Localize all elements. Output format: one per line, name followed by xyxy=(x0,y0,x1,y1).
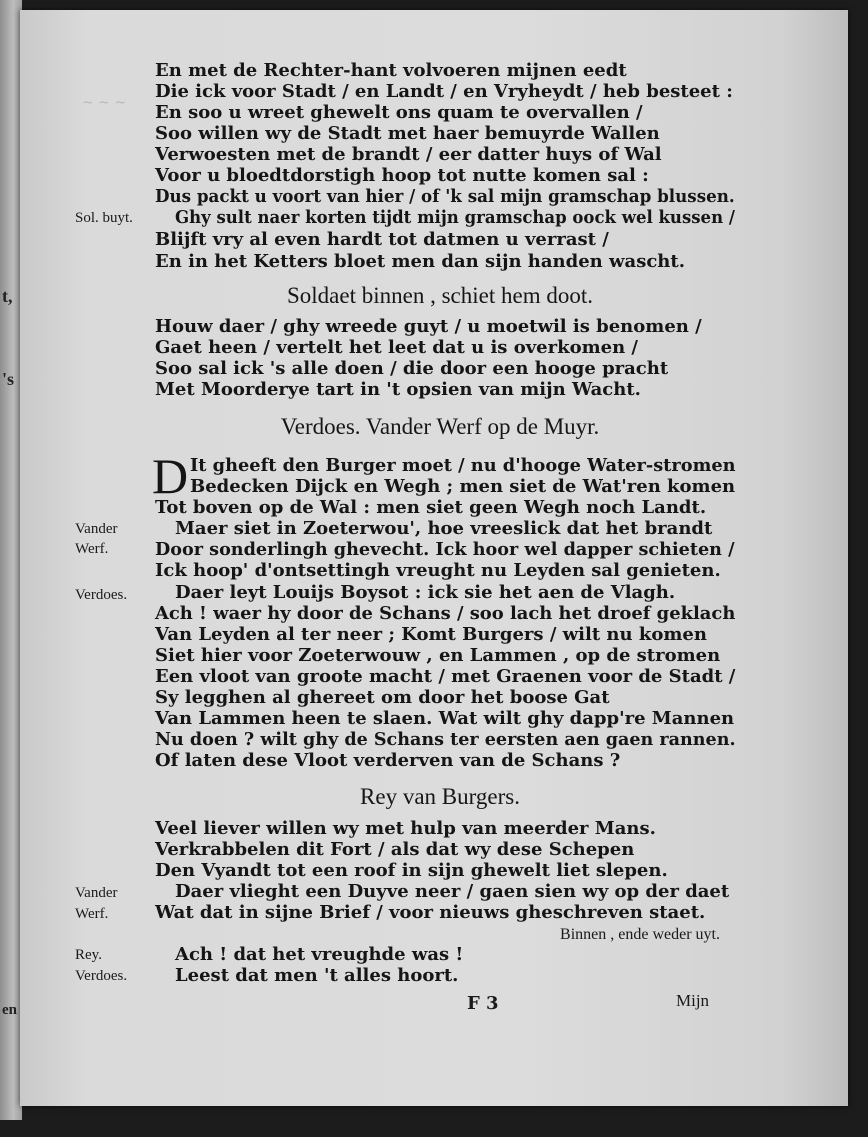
verse-line: Leest dat men 't alles hoort. xyxy=(175,965,459,986)
speaker-label: Rey. xyxy=(75,947,102,963)
verse-line: Daer vlieght een Duyve neer / gaen sien wy op der daet xyxy=(175,881,730,902)
verse-line: Die ick voor Stadt / en Landt / en Vryheydt / heb besteet : xyxy=(155,81,733,102)
prev-page-glyph: 's xyxy=(2,369,15,389)
verse-line: Siet hier voor Zoeterwouw , en Lammen , op de stromen xyxy=(155,645,721,666)
verse-line: Door sonderlingh ghevecht. Ick hoor wel dapper schieten / xyxy=(155,539,735,560)
verse-line: Een vloot van groote macht / met Graenen voor de Stadt / xyxy=(155,666,736,687)
speaker-label: Werf. xyxy=(75,541,109,557)
verse-line: Soo sal ick 's alle doen / die door een hooge pracht xyxy=(155,358,669,379)
verse-line: Ach ! waer hy door de Schans / soo lach het droef geklach xyxy=(155,603,736,624)
verse-line: En in het Ketters bloet men dan sijn handen wascht. xyxy=(155,251,685,272)
verse-line: Met Moorderye tart in 't opsien van mijn Wacht. xyxy=(155,379,641,400)
verse-line: Soo willen wy de Stadt met haer bemuyrde Wallen xyxy=(155,123,660,144)
speaker-label: Verdoes. xyxy=(75,587,128,603)
verse-line: Ick hoop' d'ontsettingh vreught nu Leyden sal genieten. xyxy=(155,560,721,581)
speaker-label: Werf. xyxy=(75,906,109,922)
scene-heading: Soldaet binnen , schiet hem doot. xyxy=(287,283,593,308)
verse-line: Tot boven op de Wal : men siet geen Wegh noch Landt. xyxy=(155,497,707,518)
scene-heading: Rey van Burgers. xyxy=(360,784,520,809)
verse-line: En soo u wreet ghewelt ons quam te overvallen / xyxy=(155,102,643,123)
verse-line: Bedecken Dijck en Wegh ; men siet de Wat'ren komen xyxy=(190,476,736,497)
verse-line: Ghy sult naer korten tijdt mijn gramschap oock wel kussen / xyxy=(175,207,735,228)
speaker-label: Vander xyxy=(75,521,118,537)
verse-line: Van Lammen heen te slaen. Wat wilt ghy dapp're Mannen xyxy=(155,708,735,729)
verse-line: Veel liever willen wy met hulp van meerder Mans. xyxy=(155,818,656,839)
verse-line: Blijft vry al even hardt tot datmen u verrast / xyxy=(155,229,609,250)
verse-line: En met de Rechter-hant volvoeren mijnen eedt xyxy=(155,60,627,81)
verse-line: Daer leyt Louijs Boysot : ick sie het aen de Vlagh. xyxy=(175,582,676,603)
verse-line: Dus packt u voort van hier / of 'k sal mijn gramschap blussen. xyxy=(155,186,735,207)
drop-capital: D xyxy=(152,448,189,504)
prev-page-glyph: t, xyxy=(2,286,13,306)
speaker-label: Verdoes. xyxy=(75,968,128,984)
verse-line: Houw daer / ghy wreede guyt / u moetwil is benomen / xyxy=(155,316,702,337)
speaker-label: Sol. buyt. xyxy=(75,210,133,226)
speaker-label: Vander xyxy=(75,885,118,901)
verse-line: Of laten dese Vloot verderven van de Schans ? xyxy=(155,750,621,771)
verse-line: Wat dat in sijne Brief / voor nieuws gheschreven staet. xyxy=(155,902,706,923)
show-through-text: ~ ~ ~ xyxy=(82,95,127,111)
prev-page-glyph: en xyxy=(2,1002,17,1018)
signature-mark: F 3 xyxy=(467,993,499,1014)
verse-line: Sy legghen al ghereet om door het boose Gat xyxy=(155,687,610,708)
verse-line: Nu doen ? wilt ghy de Schans ter eersten aen gaen rannen. xyxy=(155,729,736,750)
verse-line: Verkrabbelen dit Fort / als dat wy dese Schepen xyxy=(155,839,635,860)
verse-line: Gaet heen / vertelt het leet dat u is overkomen / xyxy=(155,337,639,358)
verse-line: Van Leyden al ter neer ; Komt Burgers / wilt nu komen xyxy=(155,624,707,645)
verse-line: Ach ! dat het vreughde was ! xyxy=(175,944,464,965)
verse-line: Maer siet in Zoeterwou', hoe vreeslick dat het brandt xyxy=(175,518,713,539)
verse-line: Voor u bloedtdorstigh hoop tot nutte komen sal : xyxy=(155,165,649,186)
catchword: Mijn xyxy=(676,991,710,1010)
verse-line: Verwoesten met de brandt / eer datter huys of Wal xyxy=(155,144,662,165)
verse-line: It gheeft den Burger moet / nu d'hooge Water-stromen xyxy=(190,455,736,476)
previous-page-edge xyxy=(0,0,22,1120)
scene-heading: Verdoes. Vander Werf op de Muyr. xyxy=(280,414,600,439)
stage-direction: Binnen , ende weder uyt. xyxy=(560,926,720,943)
verse-line: Den Vyandt tot een roof in sijn ghewelt liet slepen. xyxy=(155,860,668,881)
